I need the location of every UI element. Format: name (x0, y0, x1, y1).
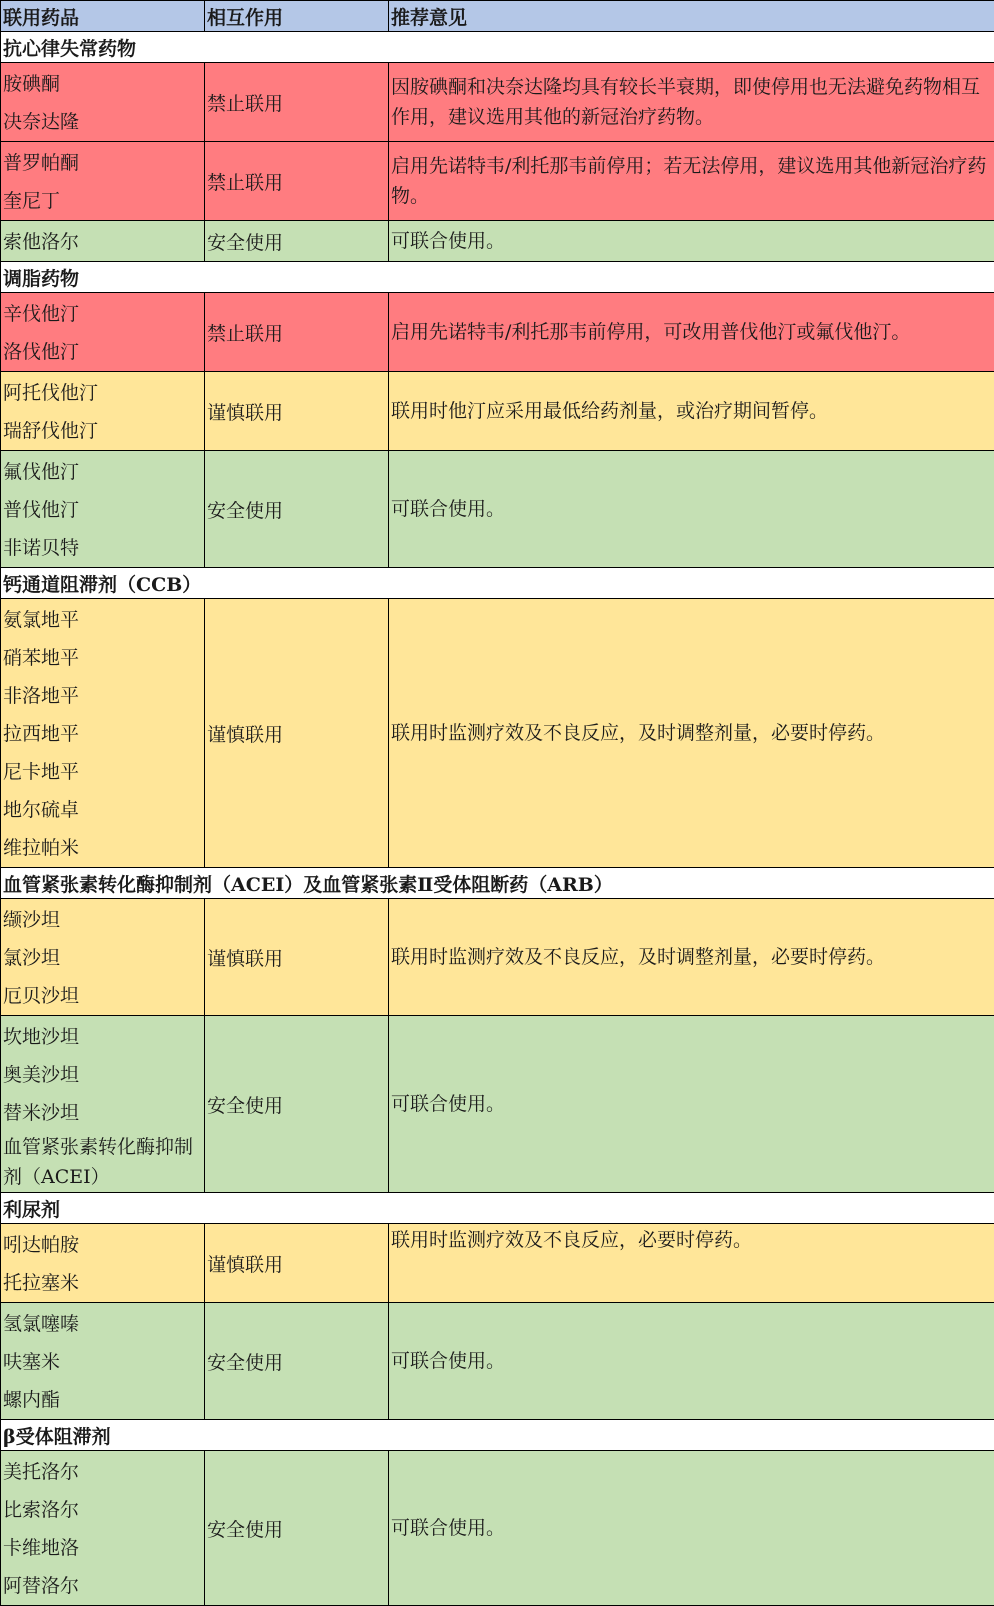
section-header-row (1, 868, 994, 899)
section-header-row (1, 568, 994, 599)
drug-name: 尼卡地平 (3, 753, 204, 791)
advice-cell: 联用时监测疗效及不良反应，及时调整剂量，必要时停药。 (389, 599, 994, 868)
advice-cell: 启用先诺特韦/利托那韦前停用；若无法停用，建议选用其他新冠治疗药物。 (389, 142, 994, 221)
header-drugs: 联用药品 (1, 1, 205, 32)
drug-name: 普伐他汀 (3, 491, 204, 529)
drug-name: 拉西地平 (3, 715, 204, 753)
drug-name: 替米沙坦 (3, 1094, 204, 1132)
drug-name: 卡维地洛 (3, 1529, 204, 1567)
advice-cell: 因胺碘酮和决奈达隆均具有较长半衰期，即使停用也无法避免药物相互作用，建议选用其他的新冠治疗药物。 (389, 63, 994, 142)
drug-name: 奎尼丁 (3, 182, 204, 220)
table-row (1, 293, 994, 372)
table-row (1, 1451, 994, 1606)
drug-name: 氨氯地平 (3, 601, 204, 639)
drug-name: 阿替洛尔 (3, 1567, 204, 1605)
section-header-row (1, 1193, 994, 1224)
drug-name: 比索洛尔 (3, 1491, 204, 1529)
table-row (1, 599, 994, 868)
drug-list-cell (1, 599, 205, 868)
interaction-cell: 禁止联用 (205, 63, 389, 142)
drug-name: 决奈达隆 (3, 103, 204, 141)
drug-name: 地尔硫卓 (3, 791, 204, 829)
advice-cell: 可联合使用。 (389, 1016, 994, 1193)
drug-list-cell (1, 1303, 205, 1420)
drug-name: 胺碘酮 (3, 65, 204, 103)
advice-cell: 联用时监测疗效及不良反应，必要时停药。 (389, 1224, 994, 1303)
interaction-cell: 谨慎联用 (205, 599, 389, 868)
interaction-cell: 谨慎联用 (205, 1224, 389, 1303)
drug-name: 坎地沙坦 (3, 1018, 204, 1056)
drug-list-cell (1, 1451, 205, 1606)
interaction-cell: 谨慎联用 (205, 899, 389, 1016)
drug-list-cell (1, 899, 205, 1016)
advice-cell: 可联合使用。 (389, 1451, 994, 1606)
table-row (1, 221, 994, 262)
header-interaction: 相互作用 (205, 1, 389, 32)
drug-list-cell (1, 451, 205, 568)
drug-list-cell (1, 221, 205, 262)
interaction-cell: 安全使用 (205, 221, 389, 262)
section-title: 血管紧张素转化酶抑制剂（ACEI）及血管紧张素Ⅱ受体阻断药（ARB） (1, 868, 994, 899)
drug-name: 辛伐他汀 (3, 295, 204, 333)
drug-list-cell (1, 1224, 205, 1303)
drug-list-cell (1, 1016, 205, 1193)
table-row (1, 899, 994, 1016)
drug-name: 非洛地平 (3, 677, 204, 715)
drug-list-cell (1, 63, 205, 142)
drug-list-cell (1, 142, 205, 221)
drug-name: 血管紧张素转化酶抑制剂（ACEI） (3, 1132, 204, 1192)
table-body (1, 32, 994, 1606)
drug-name: 托拉塞米 (3, 1264, 204, 1302)
table-row (1, 372, 994, 451)
section-header-row (1, 32, 994, 63)
section-title: 利尿剂 (1, 1193, 994, 1224)
table-row (1, 63, 994, 142)
table-row (1, 1303, 994, 1420)
drug-name: 索他洛尔 (3, 223, 204, 261)
drug-name: 维拉帕米 (3, 829, 204, 867)
interaction-cell: 安全使用 (205, 1016, 389, 1193)
section-title: 调脂药物 (1, 262, 994, 293)
table-header-row (1, 1, 994, 32)
drug-name: 洛伐他汀 (3, 333, 204, 371)
table-row (1, 1224, 994, 1303)
drug-name: 氯沙坦 (3, 939, 204, 977)
interaction-cell: 谨慎联用 (205, 372, 389, 451)
advice-cell: 可联合使用。 (389, 1303, 994, 1420)
drug-name: 瑞舒伐他汀 (3, 412, 204, 450)
drug-name: 奥美沙坦 (3, 1056, 204, 1094)
drug-name: 呋塞米 (3, 1343, 204, 1381)
drug-name: 吲达帕胺 (3, 1226, 204, 1264)
drug-name: 氟伐他汀 (3, 453, 204, 491)
drug-name: 非诺贝特 (3, 529, 204, 567)
interaction-cell: 安全使用 (205, 1451, 389, 1606)
interaction-cell: 安全使用 (205, 451, 389, 568)
drug-name: 氢氯噻嗪 (3, 1305, 204, 1343)
section-header-row (1, 1420, 994, 1451)
drug-list-cell (1, 372, 205, 451)
advice-cell: 可联合使用。 (389, 451, 994, 568)
section-title: β受体阻滞剂 (1, 1420, 994, 1451)
interaction-cell: 禁止联用 (205, 293, 389, 372)
drug-name: 厄贝沙坦 (3, 977, 204, 1015)
advice-cell: 启用先诺特韦/利托那韦前停用，可改用普伐他汀或氟伐他汀。 (389, 293, 994, 372)
table-row (1, 1016, 994, 1193)
drug-list-cell (1, 293, 205, 372)
header-advice: 推荐意见 (389, 1, 994, 32)
drug-name: 美托洛尔 (3, 1453, 204, 1491)
table-row (1, 142, 994, 221)
advice-cell: 可联合使用。 (389, 221, 994, 262)
drug-name: 缬沙坦 (3, 901, 204, 939)
interaction-cell: 禁止联用 (205, 142, 389, 221)
table-row (1, 451, 994, 568)
drug-name: 硝苯地平 (3, 639, 204, 677)
advice-cell: 联用时监测疗效及不良反应，及时调整剂量，必要时停药。 (389, 899, 994, 1016)
drug-name: 普罗帕酮 (3, 144, 204, 182)
section-title: 抗心律失常药物 (1, 32, 994, 63)
section-title: 钙通道阻滞剂（CCB） (1, 568, 994, 599)
drug-name: 阿托伐他汀 (3, 374, 204, 412)
advice-cell: 联用时他汀应采用最低给药剂量，或治疗期间暂停。 (389, 372, 994, 451)
section-header-row (1, 262, 994, 293)
interaction-cell: 安全使用 (205, 1303, 389, 1420)
drug-name: 螺内酯 (3, 1381, 204, 1419)
